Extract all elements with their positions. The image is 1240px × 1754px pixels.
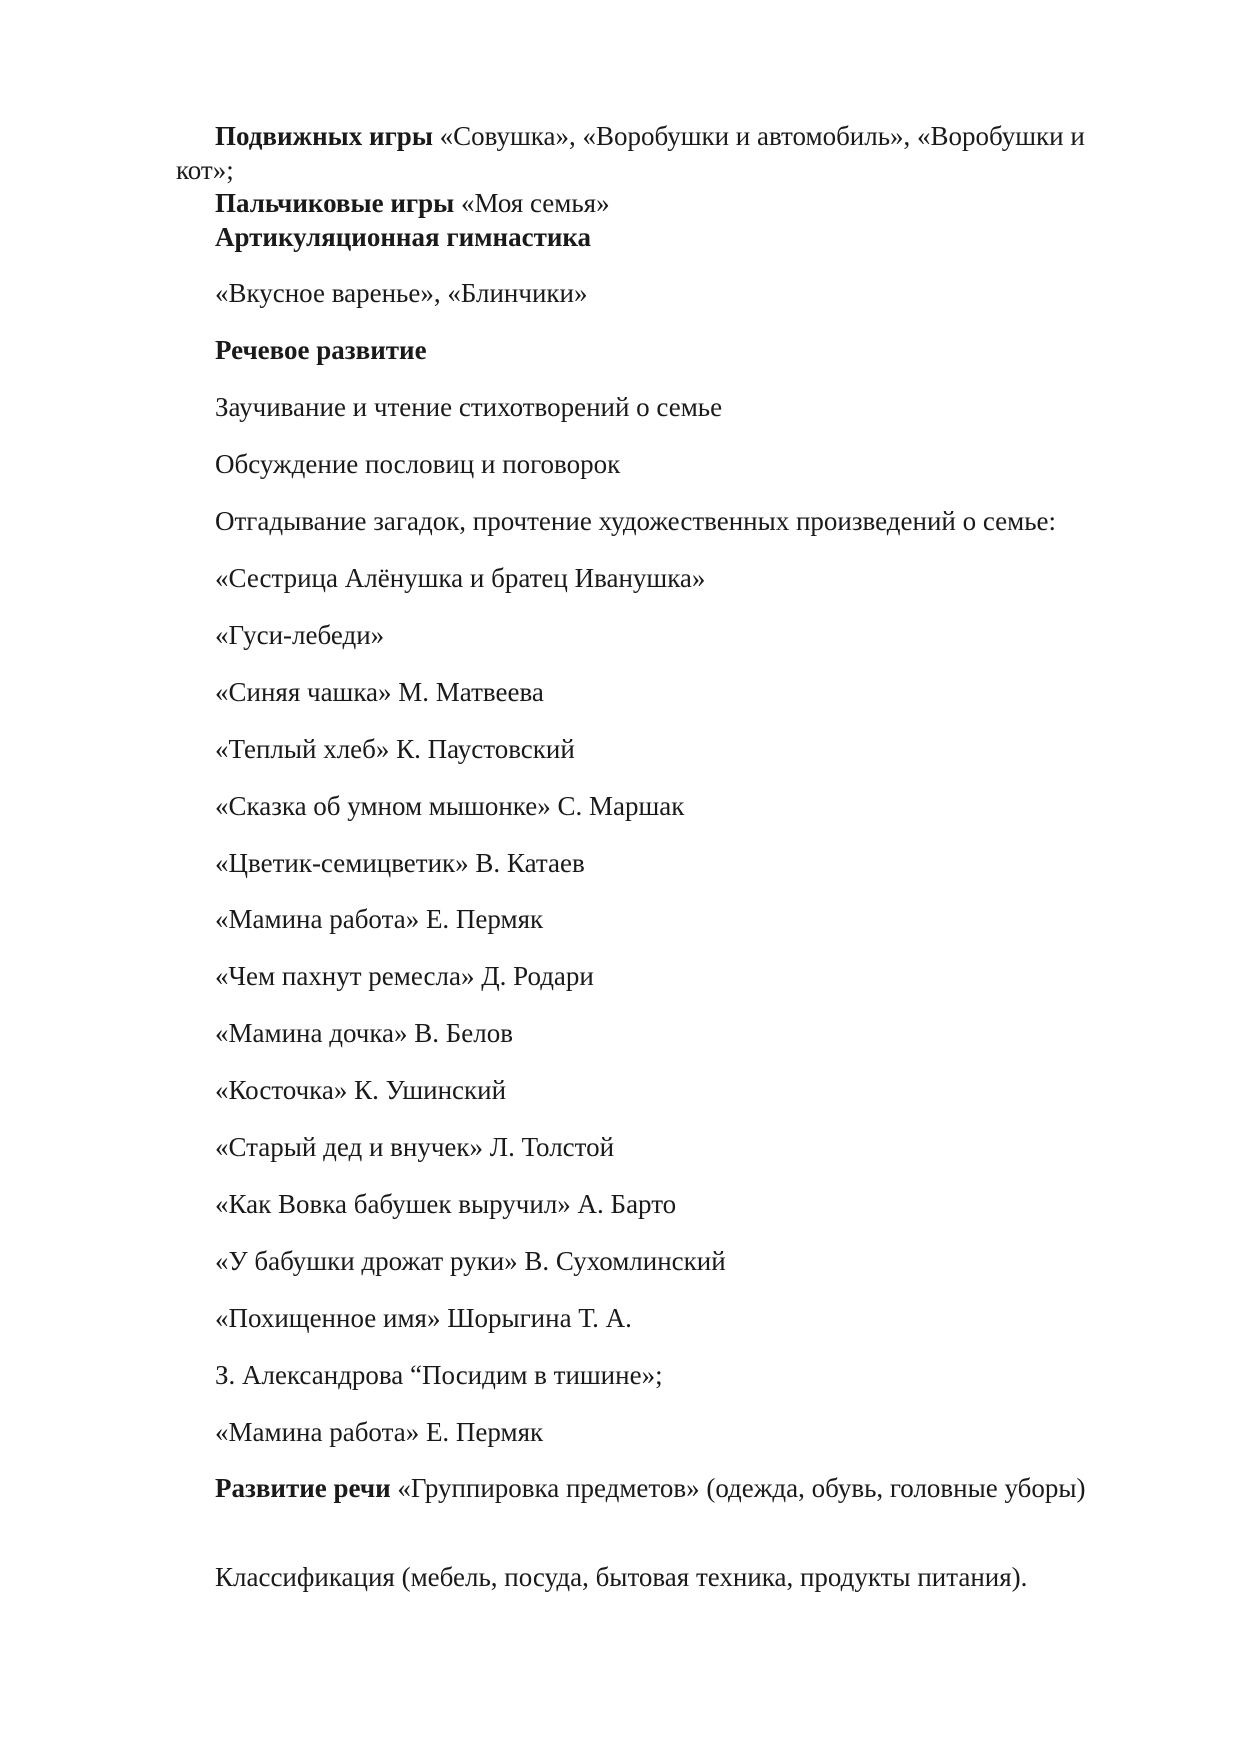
list-item: «Мамина работа» Е. Пермяк <box>215 1417 544 1447</box>
list-item: «Гуси-лебеди» <box>215 620 385 650</box>
speech-development-text: «Группировка предметов» (одежда, обувь, головные уборы) <box>390 1473 1086 1503</box>
finger-games-label: Пальчиковые игры <box>215 188 455 218</box>
list-item: «Чем пахнут ремесла» Д. Родари <box>215 961 594 991</box>
list-item: Заучивание и чтение стихотворений о семье <box>215 392 723 422</box>
articulation-text: «Вкусное варенье», «Блинчики» <box>215 278 588 308</box>
outdoor-games-text: «Совушка», «Воробушки и автомобиль», «Воробушки и кот»; <box>176 121 1085 185</box>
list-item: «Синяя чашка» М. Матвеева <box>215 677 544 707</box>
finger-games-text: «Моя семья» <box>454 188 610 218</box>
list-item: «Похищенное имя» Шорыгина Т. А. <box>215 1303 632 1333</box>
list-item: З. Александрова “Посидим в тишине»; <box>215 1360 663 1390</box>
list-item: «Мамина работа» Е. Пермяк <box>215 904 544 934</box>
list-item: «Теплый хлеб» К. Паустовский <box>215 734 575 764</box>
classification-text: Классификация (мебель, посуда, бытовая техника, продукты питания). <box>215 1562 1028 1592</box>
speech-heading: Речевое развитие <box>215 335 427 365</box>
speech-development-label: Развитие речи <box>215 1473 391 1503</box>
finger-games-paragraph <box>215 186 610 220</box>
list-item: Обсуждение пословиц и поговорок <box>215 449 621 479</box>
speech-development-paragraph <box>176 1471 1141 1505</box>
list-item: «Как Вовка бабушек выручил» А. Барто <box>215 1189 677 1219</box>
list-item: «Старый дед и внучек» Л. Толстой <box>215 1132 615 1162</box>
list-item: Отгадывание загадок, прочтение художественных произведений о семье: <box>215 506 1057 536</box>
list-item: «Мамина дочка» В. Белов <box>215 1018 513 1048</box>
list-item: «Косточка» К. Ушинский <box>215 1075 507 1105</box>
list-item: «Цветик-семицветик» В. Катаев <box>215 848 585 878</box>
outdoor-games-paragraph <box>176 119 1141 187</box>
list-item: «У бабушки дрожат руки» В. Сухомлинский <box>215 1246 726 1276</box>
list-item: «Сказка об умном мышонке» С. Маршак <box>215 791 685 821</box>
list-item: «Сестрица Алёнушка и братец Иванушка» <box>215 563 706 593</box>
outdoor-games-label: Подвижных игры <box>215 121 433 151</box>
articulation-heading: Артикуляционная гимнастика <box>215 222 592 252</box>
